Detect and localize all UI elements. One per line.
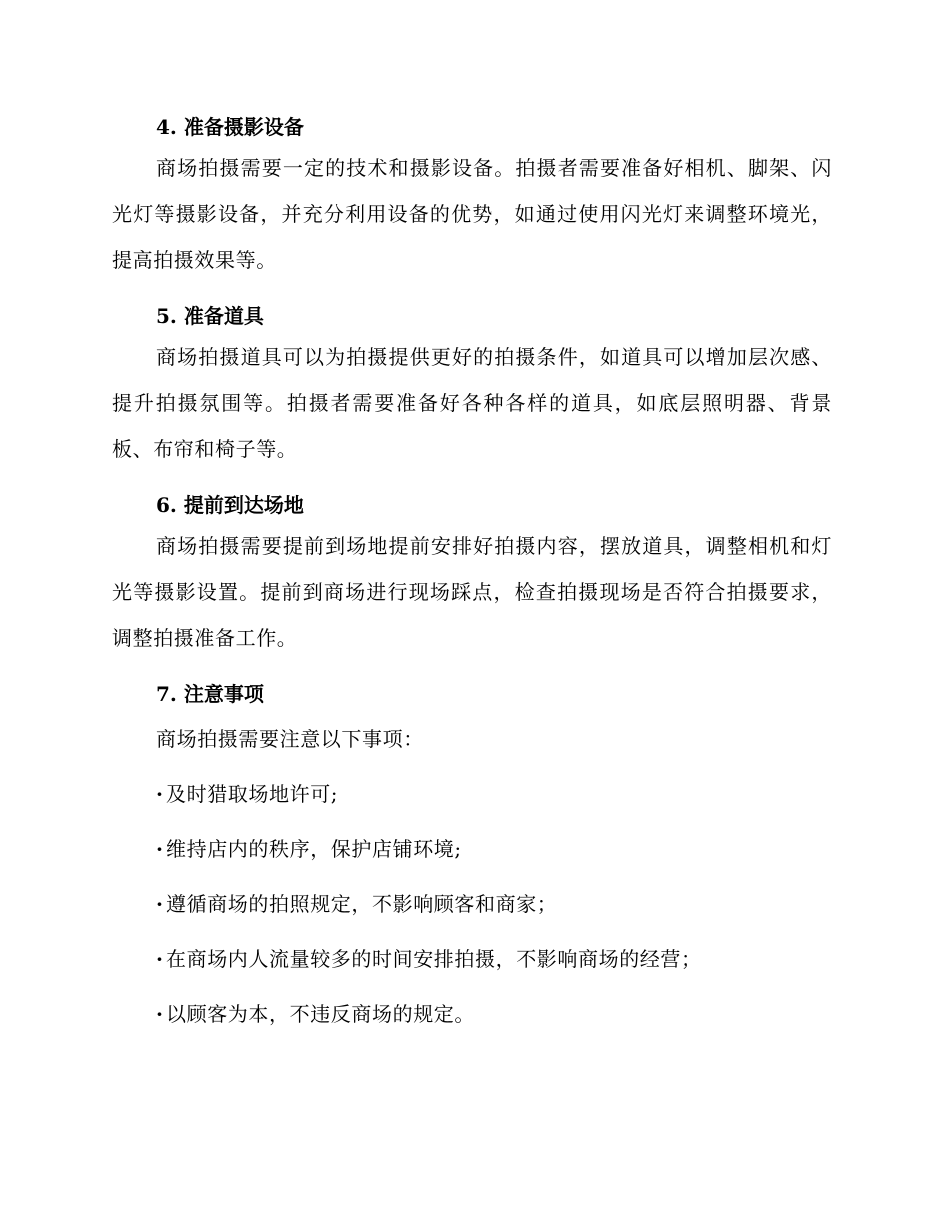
list-item	[156, 767, 832, 822]
list-item	[156, 932, 832, 987]
list-item-text: 遵循商场的拍照规定，不影响顾客和商家；	[166, 892, 558, 916]
list-item	[156, 822, 832, 877]
list-item	[156, 987, 832, 1042]
section-heading: 7. 注意事项	[156, 682, 264, 706]
document-body	[112, 109, 832, 1057]
list-item-text: 以顾客为本，不违反商场的规定。	[166, 1002, 475, 1026]
section-arrive-early	[112, 487, 832, 661]
section-heading: 4. 准备摄影设备	[156, 115, 304, 139]
notes-intro: 商场拍摄需要注意以下事项：	[156, 727, 424, 751]
section-equipment	[112, 109, 832, 283]
bullet-icon: ·	[156, 892, 164, 916]
bullet-icon: ·	[156, 782, 164, 806]
section-notes	[112, 676, 832, 1042]
section-paragraph: 商场拍摄需要一定的技术和摄影设备。拍摄者需要准备好相机、脚架、闪光灯等摄影设备，并充分利用设备的优势，如通过使用闪光灯来调整环境光，提高拍摄效果等。	[112, 156, 832, 272]
section-heading: 6. 提前到达场地	[156, 493, 304, 517]
list-item-text: 及时猎取场地许可;	[166, 782, 339, 806]
list-item-text: 在商场内人流量较多的时间安排拍摄，不影响商场的经营；	[166, 947, 702, 971]
section-props	[112, 298, 832, 472]
section-paragraph: 商场拍摄道具可以为拍摄提供更好的拍摄条件，如道具可以增加层次感、提升拍摄氛围等。拍摄者需要准备好各种各样的道具，如底层照明器、背景板、布帘和椅子等。	[112, 345, 832, 461]
bullet-icon: ·	[156, 837, 164, 861]
section-heading: 5. 准备道具	[156, 304, 264, 328]
list-item	[156, 877, 832, 932]
bullet-icon: ·	[156, 947, 164, 971]
list-item-text: 维持店内的秩序，保护店铺环境;	[166, 837, 462, 861]
bullet-icon: ·	[156, 1002, 164, 1026]
section-paragraph: 商场拍摄需要提前到场地提前安排好拍摄内容，摆放道具，调整相机和灯光等摄影设置。提前到商场进行现场踩点，检查拍摄现场是否符合拍摄要求，调整拍摄准备工作。	[112, 534, 832, 650]
